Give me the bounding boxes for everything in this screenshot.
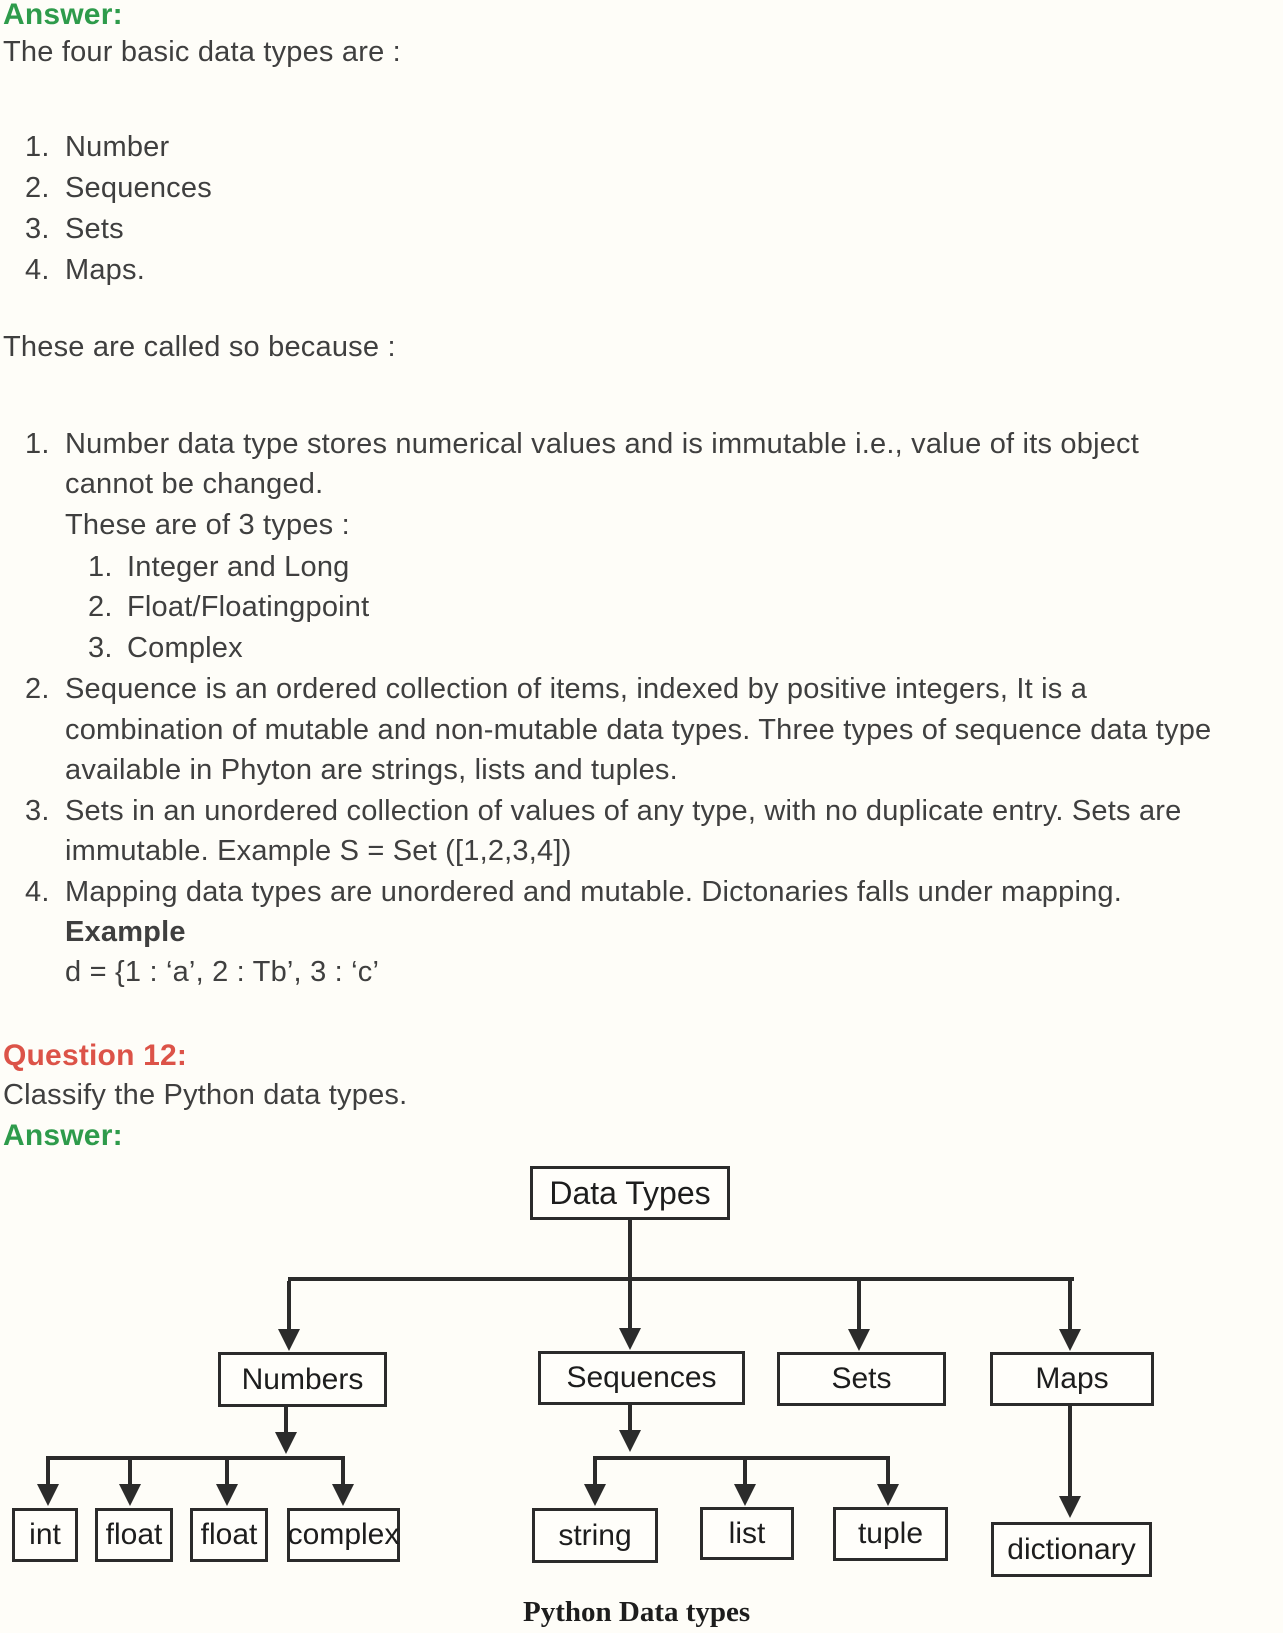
list-marker: 3. bbox=[25, 213, 50, 245]
question-line: Classify the Python data types. bbox=[3, 1079, 408, 1111]
answer-label: Answer: bbox=[3, 0, 123, 31]
arrowhead-down-icon bbox=[734, 1484, 756, 1506]
list-marker: 1. bbox=[25, 428, 50, 460]
arrowhead-down-icon bbox=[37, 1484, 59, 1506]
list-marker: 2. bbox=[88, 591, 113, 623]
arrowhead-down-icon bbox=[619, 1328, 641, 1350]
arrowhead-down-icon bbox=[1059, 1496, 1081, 1518]
answer-label: Answer: bbox=[3, 1119, 123, 1152]
reason-text: Number data type stores numerical values and is immutable i.e., value of its object bbox=[65, 428, 1139, 460]
arrowhead-down-icon bbox=[1059, 1329, 1081, 1351]
sub-list-item-text: Integer and Long bbox=[127, 551, 350, 583]
because-line: These are called so because : bbox=[3, 331, 396, 363]
diagram-node-maps: Maps bbox=[990, 1352, 1154, 1406]
diagram-node-sets: Sets bbox=[777, 1352, 946, 1406]
reason-text: combination of mutable and non-mutable data types. Three types of sequence data type bbox=[65, 714, 1212, 746]
dict-example-text: d = {1 : ‘a’, 2 : Tb’, 3 : ‘c’ bbox=[65, 956, 380, 988]
connector-line bbox=[886, 1460, 890, 1486]
sub-list-item-text: Complex bbox=[127, 632, 243, 664]
connector-line bbox=[284, 1406, 288, 1434]
connector-line bbox=[628, 1281, 632, 1329]
diagram-node-dictionary: dictionary bbox=[991, 1522, 1152, 1577]
connector-line bbox=[743, 1460, 747, 1486]
connector-line bbox=[628, 1219, 632, 1281]
diagram-node-data-types: Data Types bbox=[530, 1166, 730, 1220]
reason-text: Sets in an unordered collection of values of any type, with no duplicate entry. Sets are bbox=[65, 795, 1182, 827]
arrowhead-down-icon bbox=[877, 1484, 899, 1506]
list-item-text: Sequences bbox=[65, 172, 212, 204]
list-marker: 1. bbox=[88, 551, 113, 583]
diagram-node-complex: complex bbox=[287, 1508, 400, 1562]
connector-line bbox=[46, 1460, 50, 1486]
arrowhead-down-icon bbox=[119, 1484, 141, 1506]
diagram-caption: Python Data types bbox=[523, 1596, 751, 1628]
connector-line bbox=[46, 1456, 345, 1460]
reason-text: Sequence is an ordered collection of items, indexed by positive integers, It is a bbox=[65, 673, 1088, 705]
list-item-text: Sets bbox=[65, 213, 124, 245]
list-marker: 3. bbox=[25, 795, 50, 827]
diagram-node-string: string bbox=[532, 1508, 658, 1563]
connector-line bbox=[857, 1281, 861, 1331]
connector-line bbox=[628, 1405, 632, 1430]
reason-text: available in Phyton are strings, lists and tuples. bbox=[65, 754, 678, 786]
reason-text: These are of 3 types : bbox=[65, 509, 350, 541]
reason-text: cannot be changed. bbox=[65, 468, 324, 500]
reason-text: immutable. Example S = Set ([1,2,3,4]) bbox=[65, 835, 572, 867]
diagram-node-float-2: float bbox=[190, 1508, 268, 1562]
arrowhead-down-icon bbox=[216, 1484, 238, 1506]
example-heading: Example bbox=[65, 916, 186, 948]
arrowhead-down-icon bbox=[275, 1432, 297, 1454]
arrowhead-down-icon bbox=[848, 1329, 870, 1351]
diagram-node-list: list bbox=[700, 1507, 794, 1560]
connector-line bbox=[341, 1460, 345, 1486]
arrowhead-down-icon bbox=[332, 1484, 354, 1506]
connector-line bbox=[593, 1460, 597, 1486]
diagram-node-float-1: float bbox=[95, 1508, 173, 1562]
list-marker: 2. bbox=[25, 673, 50, 705]
connector-line bbox=[1068, 1406, 1072, 1498]
connector-line bbox=[1068, 1281, 1072, 1331]
list-marker: 1. bbox=[25, 131, 50, 163]
diagram-node-numbers: Numbers bbox=[218, 1352, 387, 1407]
list-item-text: Number bbox=[65, 131, 170, 163]
arrowhead-down-icon bbox=[278, 1329, 300, 1351]
arrowhead-down-icon bbox=[619, 1430, 641, 1452]
connector-line bbox=[593, 1456, 890, 1460]
list-marker: 4. bbox=[25, 254, 50, 286]
connector-line bbox=[288, 1277, 1074, 1281]
list-marker: 3. bbox=[88, 632, 113, 664]
connector-line bbox=[287, 1281, 291, 1331]
question-label: Question 12: bbox=[3, 1039, 188, 1072]
arrowhead-down-icon bbox=[584, 1484, 606, 1506]
connector-line bbox=[225, 1460, 229, 1486]
list-item-text: Maps. bbox=[65, 254, 145, 286]
reason-text: Mapping data types are unordered and mutable. Dictonaries falls under mapping. bbox=[65, 876, 1123, 908]
intro-line: The four basic data types are : bbox=[3, 36, 401, 68]
list-marker: 2. bbox=[25, 172, 50, 204]
connector-line bbox=[128, 1460, 132, 1486]
diagram-node-sequences: Sequences bbox=[538, 1351, 745, 1405]
diagram-node-tuple: tuple bbox=[833, 1507, 948, 1561]
sub-list-item-text: Float/Floatingpoint bbox=[127, 591, 370, 623]
list-marker: 4. bbox=[25, 876, 50, 908]
diagram-node-int: int bbox=[12, 1508, 78, 1562]
